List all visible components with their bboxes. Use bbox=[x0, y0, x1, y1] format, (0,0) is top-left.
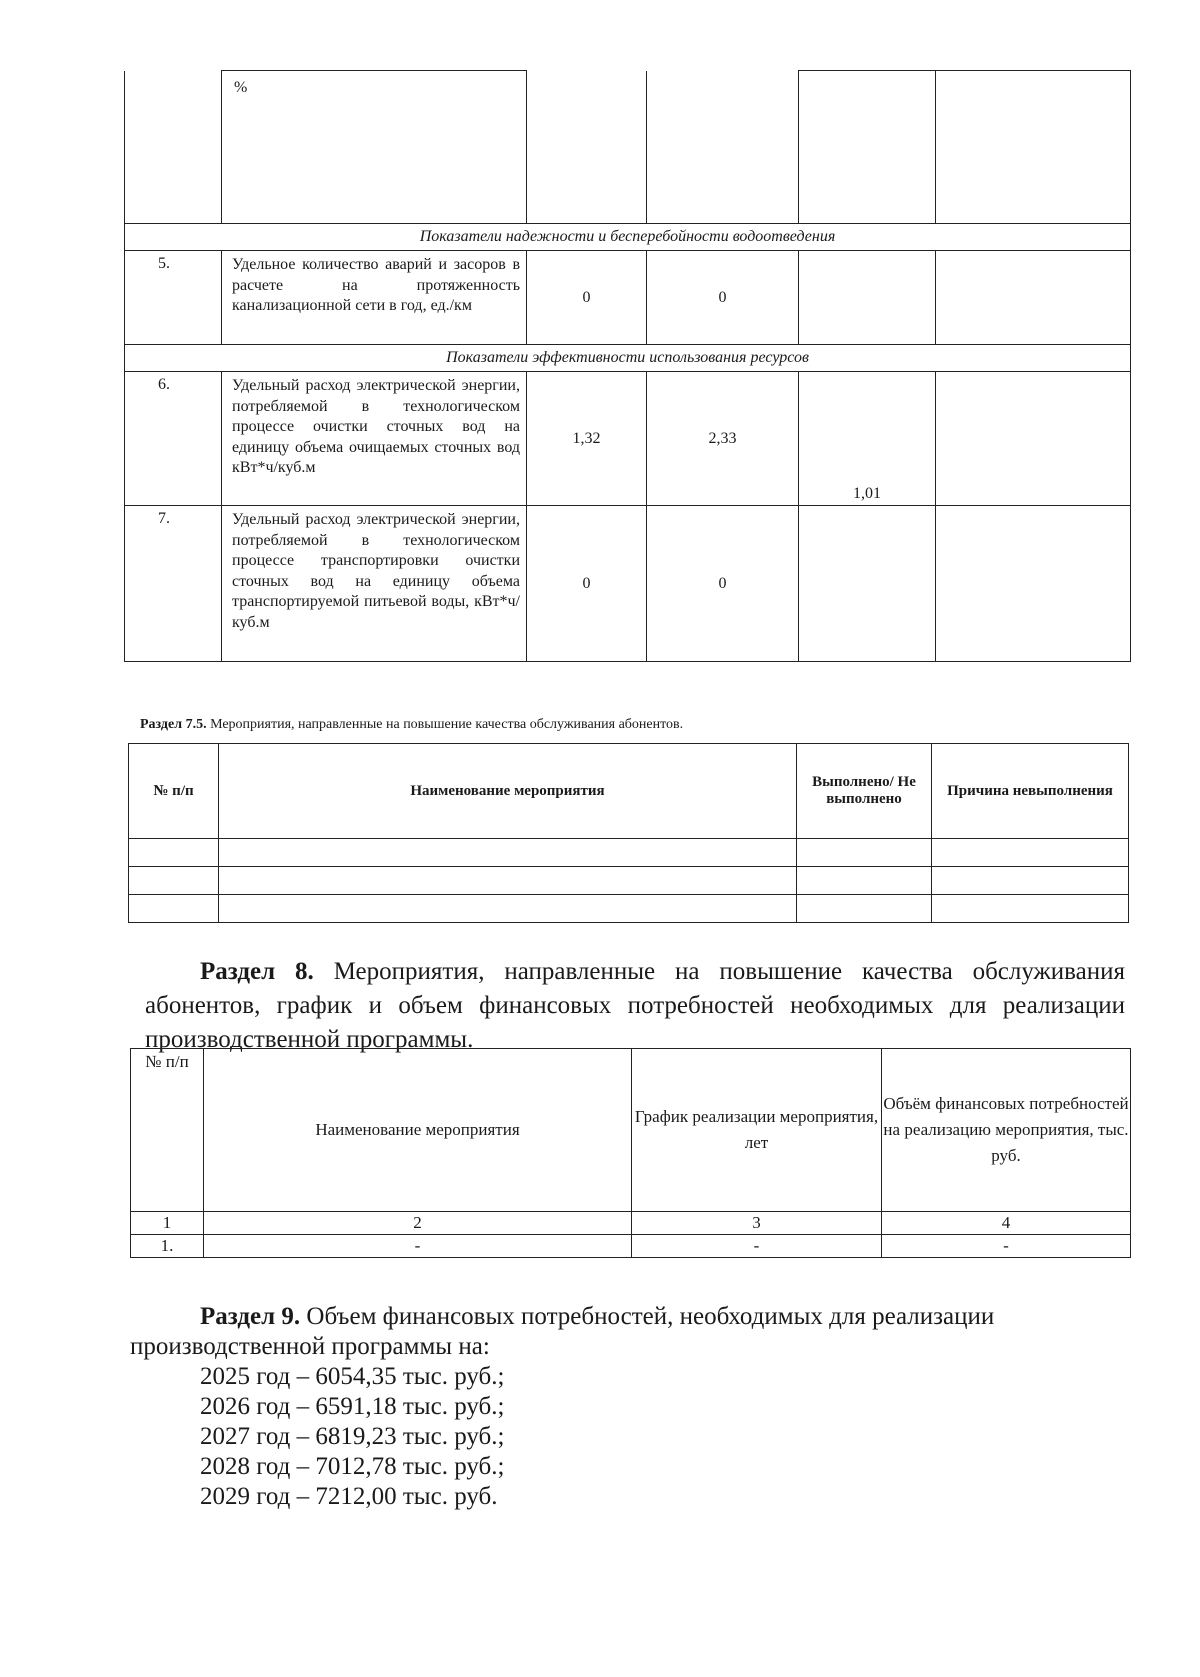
year-line: 2028 год – 7012,78 тыс. руб.; bbox=[200, 1453, 505, 1480]
section-text: Объем финансовых потребностей, необходимых для реализации производственной программы на: bbox=[130, 1303, 995, 1360]
table-row bbox=[129, 895, 1129, 923]
column-header: № п/п bbox=[129, 744, 219, 839]
value-cell: 0 bbox=[527, 251, 647, 345]
value-cell: 0 bbox=[647, 251, 799, 345]
value-cell: 1,32 bbox=[527, 372, 647, 506]
row-number: 5. bbox=[125, 251, 222, 345]
table-row bbox=[129, 867, 1129, 895]
section-7-5-caption bbox=[140, 717, 683, 733]
table-cell: - bbox=[204, 1235, 632, 1258]
year-line: 2025 год – 6054,35 тыс. руб.; bbox=[200, 1363, 505, 1390]
row-number: 7. bbox=[125, 506, 222, 662]
section-label: Раздел 7.5. bbox=[140, 717, 207, 732]
section-label: Раздел 8. bbox=[200, 958, 314, 985]
value-cell: 0 bbox=[527, 506, 647, 662]
measures-table bbox=[128, 743, 1129, 923]
section-9-paragraph bbox=[130, 1302, 1130, 1512]
table-row bbox=[125, 506, 1131, 662]
table-row bbox=[131, 1235, 1131, 1258]
value-cell: 1,01 bbox=[799, 372, 936, 506]
section-label: Раздел 9. bbox=[200, 1303, 301, 1330]
indicator-name: Удельное количество аварий и засоров в расчете на протяженность канализационной сети в год, ед./км bbox=[222, 251, 527, 345]
section-text: Мероприятия, направленные на повышение качества обслуживания абонентов, график и объем финансовых потребностей необходимых для реализации производственной программы. bbox=[145, 958, 1126, 1053]
finance-table bbox=[130, 1048, 1131, 1258]
table-cell: - bbox=[882, 1235, 1131, 1258]
column-header: № п/п bbox=[131, 1049, 204, 1212]
row-number: 6. bbox=[125, 372, 222, 506]
table-row bbox=[125, 372, 1131, 506]
table-row bbox=[125, 71, 1131, 224]
table-row bbox=[131, 1212, 1131, 1235]
column-header: Объём финансовых потребностей на реализацию мероприятия, тыс. руб. bbox=[882, 1049, 1131, 1212]
column-number: 2 bbox=[204, 1212, 632, 1235]
column-header: Выполнено/ Не выполнено bbox=[797, 744, 932, 839]
column-header: Наименование мероприятия bbox=[219, 744, 797, 839]
indicator-name: Удельный расход электрической энергии, потребляемой в технологическом процессе транспортировки очистки сточных вод на единицу объема транспортируемой питьевой воды, кВт*ч/куб.м bbox=[222, 506, 527, 662]
value-cell: 2,33 bbox=[647, 372, 799, 506]
table-row bbox=[129, 839, 1129, 867]
table-cell: 1. bbox=[131, 1235, 204, 1258]
column-number: 3 bbox=[632, 1212, 882, 1235]
year-line: 2026 год – 6591,18 тыс. руб.; bbox=[200, 1393, 505, 1420]
indicators-table bbox=[124, 70, 1131, 662]
section-8-paragraph bbox=[145, 955, 1125, 1057]
table-row bbox=[125, 251, 1131, 345]
column-header: График реализации мероприятия, лет bbox=[632, 1049, 882, 1212]
column-header: Причина невыполнения bbox=[932, 744, 1129, 839]
column-number: 4 bbox=[882, 1212, 1131, 1235]
section-heading: Показатели эффективности использования ресурсов bbox=[125, 345, 1131, 372]
value-cell bbox=[799, 251, 936, 345]
section-title: Мероприятия, направленные на повышение качества обслуживания абонентов. bbox=[210, 717, 684, 732]
value-cell bbox=[799, 506, 936, 662]
indicator-name: Удельный расход электрической энергии, потребляемой в технологическом процессе очистки сточных вод на единицу объема очищаемых сточных вод кВт*ч/куб.м bbox=[222, 372, 527, 506]
table-cell: - bbox=[632, 1235, 882, 1258]
year-line: 2029 год – 7212,00 тыс. руб. bbox=[200, 1483, 498, 1510]
year-line: 2027 год – 6819,23 тыс. руб.; bbox=[200, 1423, 505, 1450]
unit-cell: % bbox=[222, 71, 527, 224]
value-cell: 0 bbox=[647, 506, 799, 662]
column-number: 1 bbox=[131, 1212, 204, 1235]
section-heading: Показатели надежности и бесперебойности водоотведения bbox=[125, 224, 1131, 251]
column-header: Наименование мероприятия bbox=[204, 1049, 632, 1212]
